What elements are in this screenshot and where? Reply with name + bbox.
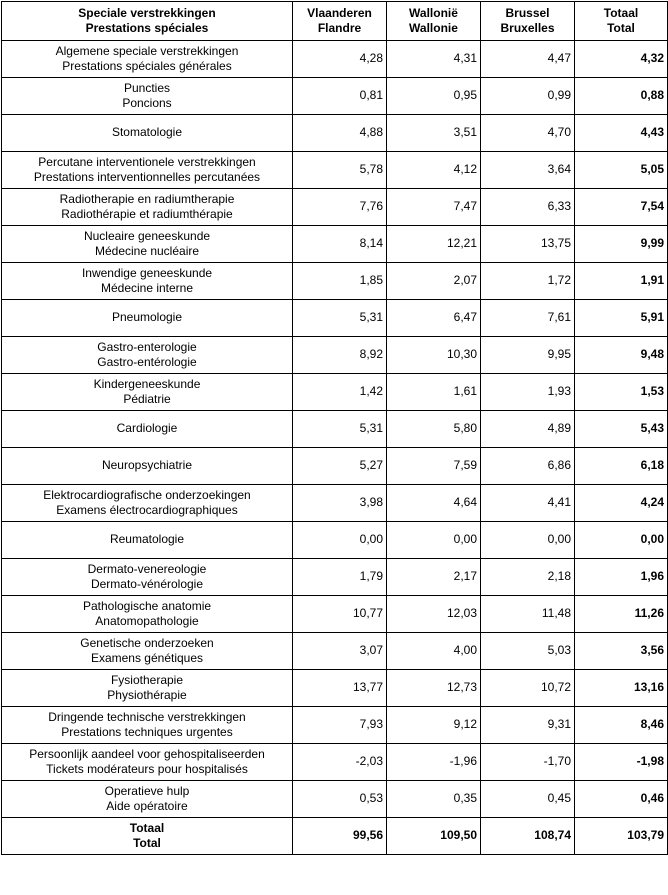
cell-total: 9,48 — [575, 337, 668, 374]
table-row — [2, 300, 668, 337]
cell-flanders: 5,31 — [293, 300, 387, 337]
cell-total: 5,91 — [575, 300, 668, 337]
label-dutch: Persoonlijk aandeel voor gehospitaliseerden — [29, 746, 265, 761]
label-dutch: Genetische onderzoeken — [80, 635, 214, 650]
row-label — [2, 41, 293, 78]
cell-flanders: 5,78 — [293, 152, 387, 189]
cell-flanders: 1,42 — [293, 374, 387, 411]
table-row — [2, 374, 668, 411]
label-french: Physiothérapie — [107, 688, 187, 702]
cell-total: 1,53 — [575, 374, 668, 411]
statistics-table — [1, 1, 668, 855]
cell-flanders: 0,53 — [293, 781, 387, 818]
cell-wallonia: 4,00 — [387, 633, 481, 670]
cell-brussels: 0,99 — [481, 78, 575, 115]
cell-total: 9,99 — [575, 226, 668, 263]
label-dutch: Radiotherapie en radiumtherapie — [59, 191, 235, 206]
table-row — [2, 78, 668, 115]
row-label — [2, 744, 293, 781]
cell-flanders: 0,81 — [293, 78, 387, 115]
cell-total: 6,18 — [575, 448, 668, 485]
cell-flanders: 7,76 — [293, 189, 387, 226]
cell-wallonia: 6,47 — [387, 300, 481, 337]
label-dutch: Pathologische anatomie — [82, 598, 212, 613]
label-french: Examens génétiques — [90, 651, 204, 665]
table-body — [2, 41, 668, 818]
label-dutch: Dermato-venereologie — [87, 561, 207, 576]
cell-wallonia: 10,30 — [387, 337, 481, 374]
table-row — [2, 152, 668, 189]
label-french: Radiothérapie et radiumthérapie — [61, 207, 233, 221]
row-label — [2, 559, 293, 596]
totals-flanders: 99,56 — [293, 818, 387, 855]
label-dutch: Reumatologie — [109, 532, 185, 547]
cell-flanders: 7,93 — [293, 707, 387, 744]
label-french: Médecine interne — [100, 281, 194, 295]
label-dutch: Pneumologie — [111, 310, 183, 325]
cell-brussels: 13,75 — [481, 226, 575, 263]
cell-total: 8,46 — [575, 707, 668, 744]
cell-total: 5,43 — [575, 411, 668, 448]
table-row — [2, 670, 668, 707]
row-label — [2, 374, 293, 411]
label-dutch: Elektrocardiografische onderzoekingen — [43, 487, 251, 502]
cell-flanders: 3,98 — [293, 485, 387, 522]
cell-wallonia: 5,80 — [387, 411, 481, 448]
cell-brussels: 7,61 — [481, 300, 575, 337]
cell-flanders: 8,14 — [293, 226, 387, 263]
label-french: Dermato-vénérologie — [90, 577, 204, 591]
totals-label: Totaal Total — [2, 818, 293, 855]
cell-flanders: 5,31 — [293, 411, 387, 448]
cell-wallonia: -1,96 — [387, 744, 481, 781]
cell-total: 7,54 — [575, 189, 668, 226]
cell-total: 0,88 — [575, 78, 668, 115]
cell-brussels: 9,31 — [481, 707, 575, 744]
table-row — [2, 522, 668, 559]
table-row — [2, 263, 668, 300]
cell-wallonia: 7,59 — [387, 448, 481, 485]
cell-total: 5,05 — [575, 152, 668, 189]
cell-brussels: -1,70 — [481, 744, 575, 781]
table-row — [2, 448, 668, 485]
cell-wallonia: 1,61 — [387, 374, 481, 411]
totals-wallonia: 109,50 — [387, 818, 481, 855]
cell-wallonia: 12,03 — [387, 596, 481, 633]
label-french: Prestations spéciales générales — [62, 59, 232, 73]
row-label — [2, 411, 293, 448]
label-dutch: Fysiotherapie — [110, 672, 184, 687]
totals-brussels: 108,74 — [481, 818, 575, 855]
label-dutch: Kindergeneeskunde — [93, 376, 201, 391]
table-row — [2, 337, 668, 374]
row-label — [2, 781, 293, 818]
cell-flanders: 8,92 — [293, 337, 387, 374]
table-row — [2, 596, 668, 633]
cell-wallonia: 4,31 — [387, 41, 481, 78]
row-label — [2, 78, 293, 115]
table-row — [2, 226, 668, 263]
cell-wallonia: 7,47 — [387, 189, 481, 226]
label-french: Prestations techniques urgentes — [61, 725, 233, 739]
row-label — [2, 707, 293, 744]
row-label — [2, 485, 293, 522]
table-row — [2, 41, 668, 78]
cell-wallonia: 0,00 — [387, 522, 481, 559]
cell-total: 1,91 — [575, 263, 668, 300]
row-label — [2, 522, 293, 559]
header-row — [2, 2, 668, 41]
label-french: Prestations interventionnelles percutanées — [33, 170, 261, 184]
cell-brussels: 0,00 — [481, 522, 575, 559]
label-french: Gastro-entérologie — [97, 355, 197, 369]
table-row — [2, 189, 668, 226]
cell-flanders: 4,28 — [293, 41, 387, 78]
cell-flanders: 10,77 — [293, 596, 387, 633]
cell-total: 0,00 — [575, 522, 668, 559]
table-row — [2, 411, 668, 448]
cell-brussels: 9,95 — [481, 337, 575, 374]
table-row — [2, 781, 668, 818]
cell-total: 11,26 — [575, 596, 668, 633]
row-label — [2, 189, 293, 226]
cell-flanders: 1,85 — [293, 263, 387, 300]
label-dutch: Gastro-enterologie — [97, 339, 197, 354]
cell-brussels: 1,93 — [481, 374, 575, 411]
cell-wallonia: 0,35 — [387, 781, 481, 818]
totals-row — [2, 818, 668, 855]
header-category: Speciale verstrekkingen Prestations spéciales — [2, 2, 293, 41]
label-dutch: Cardiologie — [116, 421, 178, 436]
cell-wallonia: 4,12 — [387, 152, 481, 189]
totals-total: 103,79 — [575, 818, 668, 855]
label-french: Poncions — [122, 96, 172, 110]
row-label — [2, 596, 293, 633]
cell-total: 13,16 — [575, 670, 668, 707]
cell-total: 4,24 — [575, 485, 668, 522]
cell-total: 4,43 — [575, 115, 668, 152]
cell-flanders: 0,00 — [293, 522, 387, 559]
cell-flanders: 13,77 — [293, 670, 387, 707]
header-total: Totaal Total — [575, 2, 668, 41]
cell-wallonia: 4,64 — [387, 485, 481, 522]
label-french: Anatomopathologie — [95, 614, 199, 628]
row-label — [2, 226, 293, 263]
table-row — [2, 115, 668, 152]
cell-brussels: 1,72 — [481, 263, 575, 300]
cell-brussels: 4,89 — [481, 411, 575, 448]
cell-flanders: -2,03 — [293, 744, 387, 781]
label-dutch: Algemene speciale verstrekkingen — [55, 43, 239, 58]
table-row — [2, 633, 668, 670]
cell-wallonia: 9,12 — [387, 707, 481, 744]
cell-brussels: 0,45 — [481, 781, 575, 818]
row-label — [2, 300, 293, 337]
cell-flanders: 3,07 — [293, 633, 387, 670]
label-dutch: Operatieve hulp — [104, 783, 190, 798]
row-label — [2, 670, 293, 707]
cell-wallonia: 0,95 — [387, 78, 481, 115]
cell-flanders: 4,88 — [293, 115, 387, 152]
label-french: Aide opératoire — [106, 799, 188, 813]
label-dutch: Nucleaire geneeskunde — [83, 228, 211, 243]
cell-total: 4,32 — [575, 41, 668, 78]
cell-brussels: 4,70 — [481, 115, 575, 152]
cell-brussels: 6,86 — [481, 448, 575, 485]
row-label — [2, 152, 293, 189]
table-row — [2, 744, 668, 781]
cell-brussels: 11,48 — [481, 596, 575, 633]
label-dutch: Inwendige geneeskunde — [81, 265, 213, 280]
table-row — [2, 485, 668, 522]
cell-total: 1,96 — [575, 559, 668, 596]
cell-total: 3,56 — [575, 633, 668, 670]
table-row — [2, 707, 668, 744]
cell-wallonia: 2,07 — [387, 263, 481, 300]
label-dutch: Neuropsychiatrie — [101, 458, 193, 473]
cell-wallonia: 12,21 — [387, 226, 481, 263]
cell-flanders: 5,27 — [293, 448, 387, 485]
cell-flanders: 1,79 — [293, 559, 387, 596]
header-flanders: Vlaanderen Flandre — [293, 2, 387, 41]
row-label — [2, 115, 293, 152]
label-french: Pédiatrie — [123, 392, 171, 406]
label-dutch: Percutane interventionele verstrekkingen — [38, 154, 256, 169]
cell-brussels: 2,18 — [481, 559, 575, 596]
table-row — [2, 559, 668, 596]
cell-wallonia: 2,17 — [387, 559, 481, 596]
label-dutch: Puncties — [123, 80, 171, 95]
cell-wallonia: 3,51 — [387, 115, 481, 152]
label-french: Médecine nucléaire — [94, 244, 200, 258]
label-dutch: Stomatologie — [111, 125, 183, 140]
cell-brussels: 10,72 — [481, 670, 575, 707]
header-wallonia: Wallonië Wallonie — [387, 2, 481, 41]
cell-brussels: 3,64 — [481, 152, 575, 189]
cell-wallonia: 12,73 — [387, 670, 481, 707]
cell-total: 0,46 — [575, 781, 668, 818]
row-label — [2, 633, 293, 670]
cell-brussels: 5,03 — [481, 633, 575, 670]
cell-brussels: 6,33 — [481, 189, 575, 226]
label-french: Tickets modérateurs pour hospitalisés — [46, 762, 248, 776]
header-brussels: Brussel Bruxelles — [481, 2, 575, 41]
cell-brussels: 4,41 — [481, 485, 575, 522]
label-french: Examens électrocardiographiques — [56, 503, 238, 517]
row-label — [2, 448, 293, 485]
row-label — [2, 263, 293, 300]
label-dutch: Dringende technische verstrekkingen — [48, 709, 246, 724]
cell-total: -1,98 — [575, 744, 668, 781]
row-label — [2, 337, 293, 374]
cell-brussels: 4,47 — [481, 41, 575, 78]
